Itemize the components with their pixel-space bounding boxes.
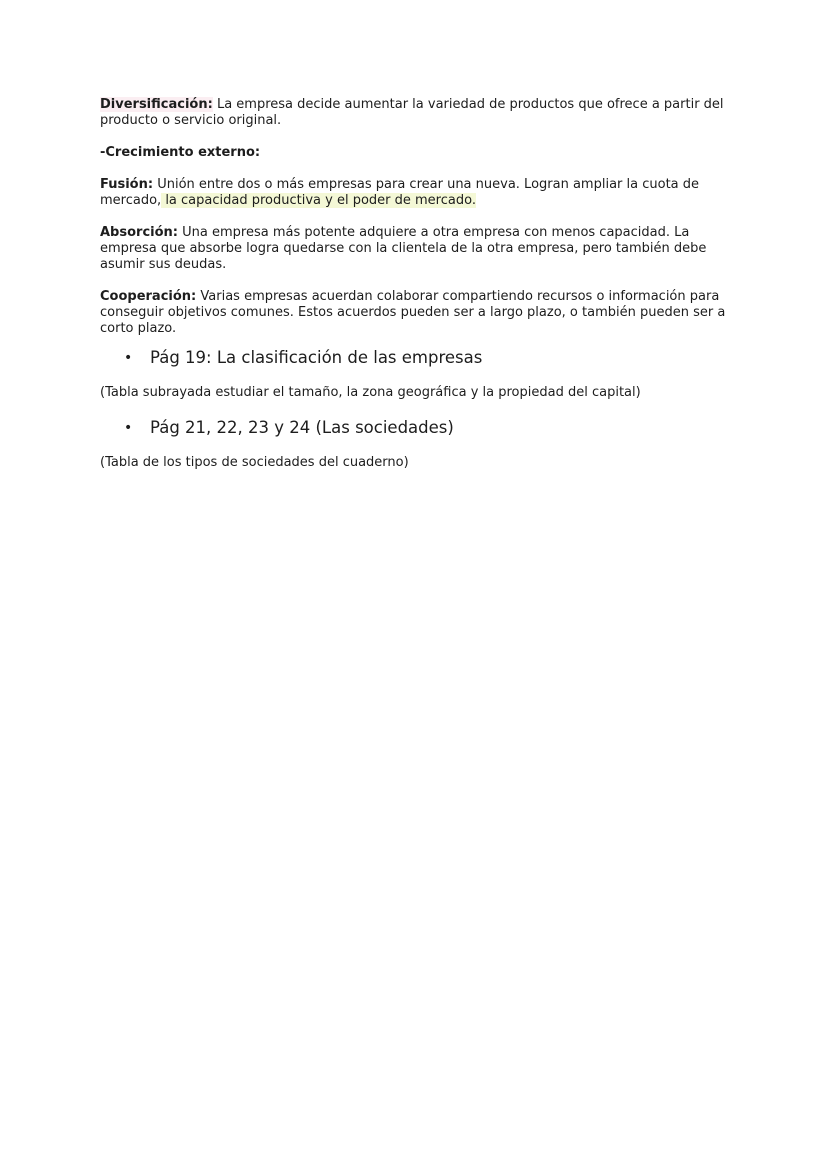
- term-cooperacion: Cooperación:: [100, 289, 197, 304]
- paragraph-diversificacion: [100, 97, 740, 129]
- paragraph-fusion: [100, 177, 740, 209]
- bullet-icon: •: [124, 420, 133, 436]
- bullet-label: Pág 21, 22, 23 y 24 (Las sociedades): [150, 418, 454, 437]
- term-absorcion: Absorción:: [100, 225, 178, 240]
- text-absorcion: Una empresa más potente adquiere a otra empresa con menos capacidad. La empresa que absorbe logra quedarse con la clientela de la otra empresa, pero también debe asumir sus deudas.: [100, 225, 707, 272]
- term-diversificacion: Diversificación:: [100, 97, 213, 112]
- text-diversificacion: La empresa decide aumentar la variedad de productos que ofrece a partir del producto o servicio original.: [100, 97, 724, 128]
- bullet-icon: •: [124, 350, 133, 366]
- bullet-item-pag-21-24: [124, 417, 740, 439]
- text-fusion-2: la capacidad productiva y el poder de mercado.: [161, 193, 476, 208]
- text-fusion-1: Unión entre dos o más empresas para crear una nueva. Logran ampliar la cuota de mercado,: [100, 177, 700, 208]
- paragraph-absorcion: [100, 225, 740, 273]
- heading-crecimiento-externo: -Crecimiento externo:: [100, 145, 261, 160]
- text-cooperacion: Varias empresas acuerdan colaborar compartiendo recursos o información para conseguir objetivos comunes. Estos acuerdos pueden ser a largo plazo, o también pueden ser a corto plazo.: [100, 289, 726, 336]
- note-tabla-sociedades: (Tabla de los tipos de sociedades del cuaderno): [100, 455, 409, 470]
- page-content: [100, 97, 740, 471]
- paragraph-cooperacion: [100, 289, 740, 337]
- bullet-label: Pág 19: La clasificación de las empresas: [150, 348, 483, 367]
- note-tabla-subrayada: (Tabla subrayada estudiar el tamaño, la zona geográfica y la propiedad del capital): [100, 385, 641, 400]
- bullet-item-pag-19: [124, 347, 740, 369]
- term-fusion: Fusión:: [100, 177, 154, 192]
